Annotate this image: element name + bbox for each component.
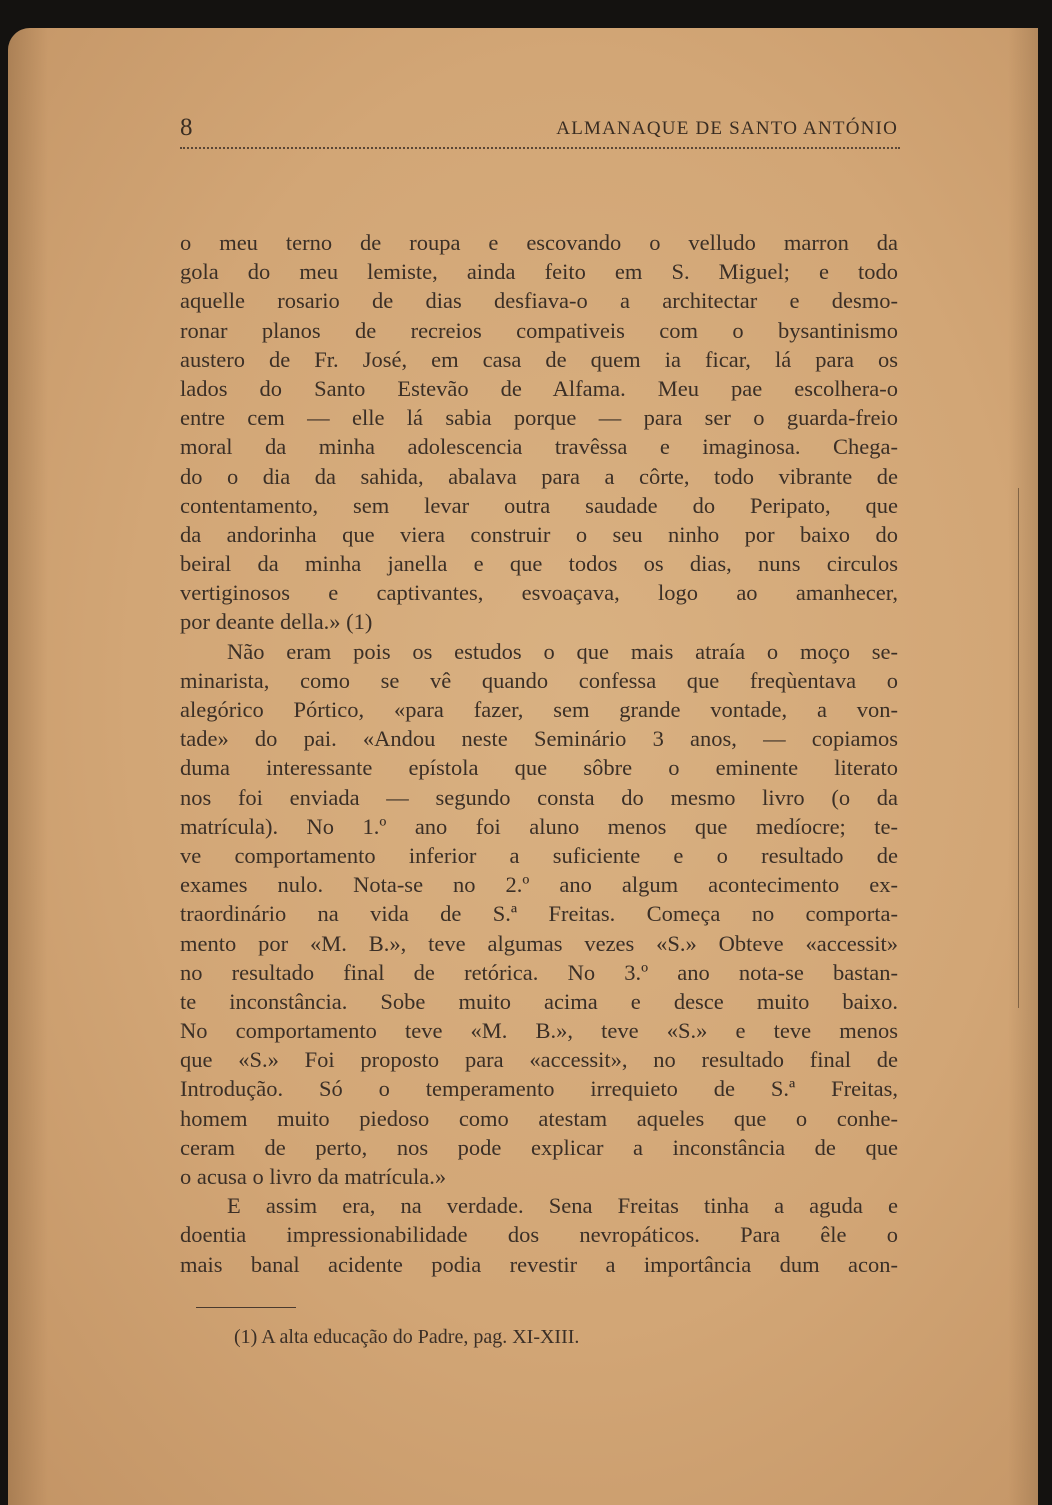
running-title: ALMANAQUE DE SANTO ANTÓNIO xyxy=(556,118,898,139)
text-line: lados do Santo Estevão de Alfama. Meu pae escolhera-o xyxy=(180,375,898,401)
text-line: ceram de perto, nos pode explicar a inconstância de que xyxy=(180,1134,898,1160)
text-line: gola do meu lemiste, ainda feito em S. Miguel; e todo xyxy=(180,259,898,285)
text-line: mento por «M. B.», teve algumas vezes «S.» Obteve «accessit» xyxy=(180,930,898,956)
page-number: 8 xyxy=(180,114,193,141)
text-line: alegórico Pórtico, «para fazer, sem grande vontade, a von- xyxy=(180,697,898,722)
text-line: moral da minha adolescencia travêssa e imaginosa. Chega- xyxy=(180,434,898,460)
text-line: da andorinha que viera construir o seu ninho por baixo do xyxy=(180,521,898,547)
text-line: por deante della.» (1) xyxy=(180,609,373,635)
footnote-rule xyxy=(196,1307,296,1308)
text-line: no resultado final de retórica. No 3.º ano nota-se bastan- xyxy=(180,959,898,985)
text-line: te inconstância. Sobe muito acima e desce muito baixo. xyxy=(180,988,898,1014)
text-line: ronar planos de recreios compativeis com o bysantinismo xyxy=(180,317,898,343)
text-line: ve comportamento inferior a suficiente e o resultado de xyxy=(180,842,898,868)
text-line: mais banal acidente podia revestir a importância dum acon- xyxy=(180,1251,898,1277)
text-line: doentia impressionabilidade dos nevropáticos. Para êle o xyxy=(180,1222,898,1248)
text-line: nos foi enviada — segundo consta do mesmo livro (o da xyxy=(180,784,898,810)
text-line: o acusa o livro da matrícula.» xyxy=(180,1164,447,1189)
book-page xyxy=(8,28,1038,1505)
text-line: Introdução. Só o temperamento irrequieto de S.ª Freitas, xyxy=(180,1076,898,1102)
text-line: matrícula). No 1.º ano foi aluno menos que medíocre; te- xyxy=(180,813,898,839)
text-line: E assim era, na verdade. Sena Freitas tinha a aguda e xyxy=(227,1193,898,1219)
running-header xyxy=(180,114,898,146)
text-line: traordinário na vida de S.ª Freitas. Começa no comporta- xyxy=(180,901,898,927)
text-line: duma interessante epístola que sôbre o eminente literato xyxy=(180,755,898,781)
text-line: aquelle rosario de dias desfiava-o a architectar e desmo- xyxy=(180,288,898,314)
text-line: do o dia da sahida, abalava para a côrte, todo vibrante de xyxy=(180,463,898,489)
text-line: Não eram pois os estudos o que mais atraía o moço se- xyxy=(227,638,898,664)
text-line: entre cem — elle lá sabia porque — para ser o guarda-freio xyxy=(180,405,898,431)
text-line: exames nulo. Nota-se no 2.º ano algum acontecimento ex- xyxy=(180,872,898,898)
text-line: contentamento, sem levar outra saudade do Peripato, que xyxy=(180,492,898,518)
text-line: que «S.» Foi proposto para «accessit», no resultado final de xyxy=(180,1047,898,1073)
text-line: beiral da minha janella e que todos os dias, nuns circulos xyxy=(180,551,898,577)
body-text xyxy=(180,228,898,1279)
header-rule xyxy=(180,147,900,149)
text-line: tade» do pai. «Andou neste Seminário 3 anos, — copiamos xyxy=(180,726,898,752)
page-edge-line xyxy=(1018,488,1019,1008)
text-line: austero de Fr. José, em casa de quem ia ficar, lá para os xyxy=(180,346,898,372)
footnote: (1) A alta educação do Padre, pag. XI-XIII. xyxy=(234,1326,580,1348)
text-line: No comportamento teve «M. B.», teve «S.» e teve menos xyxy=(180,1018,898,1044)
text-line: vertiginosos e captivantes, esvoaçava, logo ao amanhecer, xyxy=(180,580,898,606)
text-line: homem muito piedoso como atestam aqueles que o conhe- xyxy=(180,1105,898,1131)
text-line: minarista, como se vê quando confessa que freqùentava o xyxy=(180,667,898,693)
text-line: o meu terno de roupa e escovando o velludo marron da xyxy=(180,230,898,255)
